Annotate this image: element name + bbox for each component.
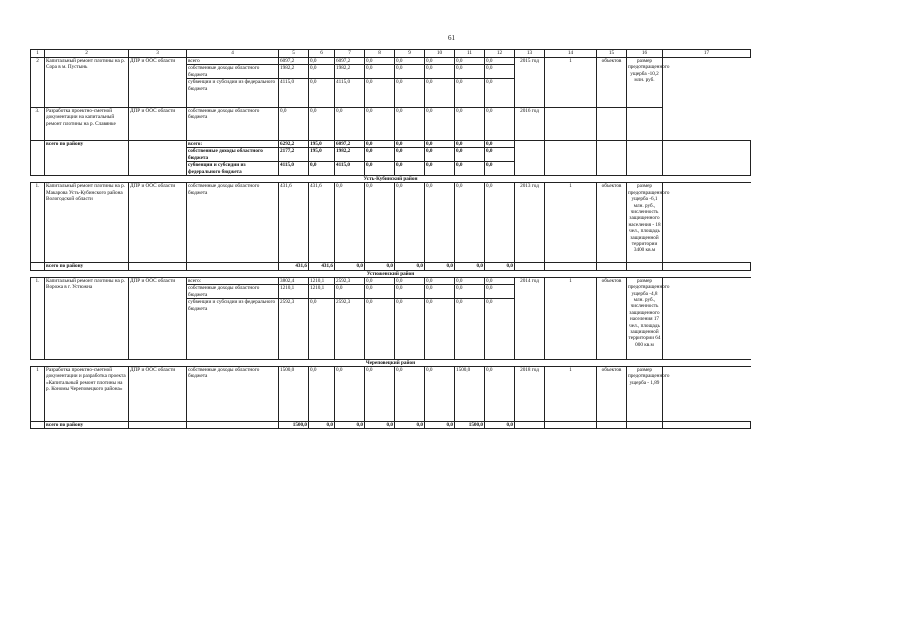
amount-cell bbox=[309, 183, 335, 263]
empty-cell bbox=[597, 421, 627, 428]
total-amount-part: 2177,2 bbox=[279, 148, 308, 162]
amount-cell bbox=[425, 183, 455, 263]
amount-cell-part: 6097,2 bbox=[279, 58, 308, 65]
total-amount-part: 4115,0 bbox=[336, 162, 350, 169]
amount-cell bbox=[309, 366, 335, 421]
amount-cell-part: 1500,0 bbox=[280, 366, 295, 373]
total-amount-part: 0,0 bbox=[425, 148, 454, 162]
amount-cell-part: 0,0 bbox=[310, 299, 317, 306]
amount-cell-part: 0,0 bbox=[366, 79, 373, 86]
funding-source bbox=[187, 58, 279, 108]
total-amount: 0,0 bbox=[455, 263, 485, 270]
amount-cell bbox=[365, 366, 395, 421]
header-cell: 1 bbox=[31, 50, 45, 58]
district-title: Устюженский район bbox=[31, 270, 751, 277]
amount-cell-part: 2592,3 bbox=[280, 299, 295, 306]
amount-cell-part: 0,0 bbox=[366, 299, 373, 306]
amount-cell bbox=[309, 58, 335, 108]
header-cell: 5 bbox=[279, 50, 309, 58]
amount-cell bbox=[365, 277, 395, 359]
total-amount-part: 0,0 bbox=[396, 162, 403, 169]
amount-cell bbox=[425, 366, 455, 421]
row-number: 1. bbox=[31, 183, 45, 263]
empty-cell bbox=[129, 263, 187, 270]
amount-cell-part: 0,0 bbox=[425, 278, 454, 285]
amount-cell bbox=[395, 277, 425, 359]
total-amount-part: 0,0 bbox=[395, 148, 424, 162]
district-title-row bbox=[31, 359, 751, 366]
amount-cell-part: 4115,0 bbox=[280, 79, 295, 86]
total-amount-part: 0,0 bbox=[365, 148, 394, 162]
amount-cell-part: 3802,4 bbox=[279, 278, 308, 285]
amount-cell-part: 0,0 bbox=[395, 278, 424, 285]
empty-cell bbox=[627, 421, 663, 428]
total-label: всего по району bbox=[45, 263, 129, 270]
total-amount bbox=[425, 141, 455, 176]
amount-cell-part: 2592,3 bbox=[335, 278, 364, 285]
header-cell: 4 bbox=[187, 50, 279, 58]
total-amount-part: 0,0 bbox=[365, 141, 394, 148]
amount-cell-part: 0,0 bbox=[365, 65, 394, 79]
empty-cell bbox=[663, 263, 751, 270]
amount-cell-part: 0,0 bbox=[426, 366, 433, 373]
header-cell: 8 bbox=[365, 50, 395, 58]
total-amount bbox=[365, 141, 395, 176]
amount-cell-part: 0,0 bbox=[486, 79, 493, 86]
executor: ДПР и ООС области bbox=[129, 108, 187, 141]
total-amount: 0,0 bbox=[485, 421, 515, 428]
amount-cell bbox=[455, 366, 485, 421]
amount-cell-part: 6097,2 bbox=[335, 58, 364, 65]
amount-cell bbox=[485, 58, 515, 108]
total-amount: 0,0 bbox=[395, 263, 425, 270]
empty-cell bbox=[627, 263, 663, 270]
header-cell: 16 bbox=[627, 50, 663, 58]
amount-cell-part: 431,6 bbox=[280, 183, 292, 190]
amount-cell-part: 0,0 bbox=[485, 285, 514, 299]
funding-source bbox=[187, 141, 279, 176]
amount-cell-part: 2592,3 bbox=[336, 299, 351, 306]
amount-cell bbox=[395, 183, 425, 263]
funding-source bbox=[187, 277, 279, 359]
funding-source-part: всего: bbox=[187, 278, 278, 285]
amount-cell-part: 0,0 bbox=[486, 366, 493, 373]
funding-source bbox=[187, 183, 279, 263]
total-amount bbox=[455, 141, 485, 176]
amount-cell-part: 0,0 bbox=[426, 79, 433, 86]
amount-cell-part: 0,0 bbox=[310, 108, 317, 114]
project-name: Капитальный ремонт плотины на р. Макарова Усть-Кубинского района Вологодской области bbox=[45, 183, 129, 263]
funding-source bbox=[187, 108, 279, 141]
funding-source-part: субвенции и субсидии из федерального бюджета bbox=[188, 79, 276, 92]
quantity: 1 bbox=[545, 58, 597, 108]
funding-source-part: собственные доходы областного бюджета bbox=[187, 285, 278, 299]
result: размер предотвращенного ущерба -10,2 млн. руб. bbox=[627, 58, 663, 108]
amount-cell bbox=[309, 108, 335, 141]
amount-cell-part: 1210,1 bbox=[279, 285, 308, 299]
budget-table bbox=[30, 49, 751, 429]
amount-cell-part: 0,0 bbox=[456, 108, 463, 114]
total-amount bbox=[335, 141, 365, 176]
empty-cell bbox=[597, 263, 627, 270]
executor: ДПР и ООС области bbox=[129, 366, 187, 421]
executor: ДПР и ООС области bbox=[129, 183, 187, 263]
project-name: Капитальный ремонт плотины на р. Ворожа в г. Устюжна bbox=[45, 277, 129, 359]
amount-cell-part: 1500,0 bbox=[456, 366, 471, 373]
project-name: Капитальный ремонт плотины на р. Сора в м. Пустынь bbox=[45, 58, 129, 108]
amount-cell-part: 0,0 bbox=[310, 366, 317, 373]
unit: объектов bbox=[597, 366, 627, 421]
quantity: 1 bbox=[545, 277, 597, 359]
year: 2018 год bbox=[515, 366, 545, 421]
total-label: всего по району bbox=[45, 141, 129, 176]
amount-cell-part: 0,0 bbox=[395, 65, 424, 79]
district-title-row bbox=[31, 176, 751, 183]
amount-cell-part: 0,0 bbox=[426, 108, 433, 114]
total-amount-part: 1982,2 bbox=[335, 148, 364, 162]
unit: объектов bbox=[597, 183, 627, 263]
total-amount-part: 4115,0 bbox=[280, 162, 294, 169]
row-number: 1. bbox=[31, 277, 45, 359]
amount-cell bbox=[335, 366, 365, 421]
total-amount-part: 0,0 bbox=[485, 148, 514, 162]
empty-cell bbox=[663, 421, 751, 428]
amount-cell bbox=[395, 366, 425, 421]
district-total-row bbox=[31, 421, 751, 428]
amount-cell-part: 0,0 bbox=[396, 299, 403, 306]
total-amount: 0,0 bbox=[335, 421, 365, 428]
quantity: 1 bbox=[545, 366, 597, 421]
amount-cell-part: 0,0 bbox=[365, 285, 394, 299]
amount-cell-part: 0,0 bbox=[426, 299, 433, 306]
amount-cell bbox=[335, 183, 365, 263]
total-amount-part: 0,0 bbox=[455, 148, 484, 162]
header-cell: 17 bbox=[663, 50, 751, 58]
amount-cell bbox=[279, 277, 309, 359]
amount-cell bbox=[455, 183, 485, 263]
total-amount: 1500,0 bbox=[279, 421, 309, 428]
amount-cell-part: 0,0 bbox=[425, 285, 454, 299]
funding-source-part: собственные доходы областного бюджета bbox=[188, 108, 260, 121]
amount-cell bbox=[335, 108, 365, 141]
amount-cell-part: 0,0 bbox=[456, 299, 463, 306]
amount-cell-part: 1982,2 bbox=[279, 65, 308, 79]
amount-cell-part: 1210,1 bbox=[309, 285, 334, 299]
total-amount bbox=[309, 141, 335, 176]
total-amount-part: 0,0 bbox=[485, 141, 514, 148]
amount-cell bbox=[485, 183, 515, 263]
amount-cell-part: 0,0 bbox=[485, 278, 514, 285]
district-total-row bbox=[31, 263, 751, 270]
funding-source-part: собственные доходы областного бюджета bbox=[188, 183, 260, 196]
amount-cell bbox=[425, 58, 455, 108]
budget-table-container bbox=[30, 49, 736, 429]
amount-cell-part: 4115,0 bbox=[336, 79, 351, 86]
empty-cell bbox=[129, 141, 187, 176]
amount-cell-part: 0,0 bbox=[486, 183, 493, 190]
header-cell: 12 bbox=[485, 50, 515, 58]
amount-cell-part: 0,0 bbox=[395, 285, 424, 299]
amount-cell-part: 0,0 bbox=[396, 108, 403, 114]
row-number: 1 bbox=[31, 366, 45, 421]
amount-cell-part: 0,0 bbox=[365, 278, 394, 285]
amount-cell bbox=[455, 58, 485, 108]
total-amount: 0,0 bbox=[335, 263, 365, 270]
amount-cell bbox=[485, 366, 515, 421]
amount-cell bbox=[279, 108, 309, 141]
quantity bbox=[545, 108, 597, 141]
project-row bbox=[31, 277, 751, 359]
year: 2016 год bbox=[515, 108, 545, 141]
total-amount: 0,0 bbox=[365, 421, 395, 428]
funding-source-part: субвенции и субсидии из федерального бюджета bbox=[188, 162, 246, 175]
amount-cell-part: 0,0 bbox=[396, 366, 403, 373]
amount-cell-part: 1210,1 bbox=[309, 278, 334, 285]
empty-cell bbox=[187, 421, 279, 428]
amount-cell-part: 0,0 bbox=[486, 108, 493, 114]
total-amount-part: 0,0 bbox=[486, 162, 493, 169]
amount-cell-part: 0,0 bbox=[365, 58, 394, 65]
empty-cell bbox=[31, 263, 45, 270]
total-amount-part: 0,0 bbox=[395, 141, 424, 148]
project-row bbox=[31, 58, 751, 108]
amount-cell bbox=[335, 277, 365, 359]
year: 2014 год bbox=[515, 277, 545, 359]
project-name: Разработка проектно-сметной документации и разработка проекта «Капитальный ремонт плотины на р. Кономы Череповецкого района» bbox=[45, 366, 129, 421]
empty-cell bbox=[129, 421, 187, 428]
empty-cell bbox=[515, 263, 545, 270]
amount-cell bbox=[485, 108, 515, 141]
total-amount-part: 0,0 bbox=[426, 162, 433, 169]
funding-source-part: собственные доходы областного бюджета bbox=[187, 65, 278, 79]
amount-cell-part: 0,0 bbox=[335, 285, 364, 299]
project-row bbox=[31, 183, 751, 263]
amount-cell-part: 0,0 bbox=[485, 65, 514, 79]
total-amount bbox=[395, 141, 425, 176]
total-amount: 0,0 bbox=[425, 421, 455, 428]
header-cell: 14 bbox=[545, 50, 597, 58]
header-row bbox=[31, 50, 751, 58]
amount-cell-part: 0,0 bbox=[456, 79, 463, 86]
amount-cell-part: 0,0 bbox=[455, 58, 484, 65]
amount-cell bbox=[425, 277, 455, 359]
empty-cell bbox=[515, 421, 545, 428]
total-amount-part: 0,0 bbox=[456, 162, 463, 169]
row-number: 2 bbox=[31, 58, 45, 108]
total-amount-part: 6097,2 bbox=[335, 141, 364, 148]
empty-cell bbox=[545, 421, 597, 428]
district-title: Череповецкий район bbox=[31, 359, 751, 366]
total-amount: 0,0 bbox=[365, 263, 395, 270]
total-amount bbox=[485, 141, 515, 176]
header-cell: 11 bbox=[455, 50, 485, 58]
amount-cell bbox=[365, 58, 395, 108]
executor: ДПР и ООС области bbox=[129, 58, 187, 108]
amount-cell-part: 0,0 bbox=[336, 366, 343, 373]
unit: объектов bbox=[597, 277, 627, 359]
total-amount-part: 0,0 bbox=[455, 141, 484, 148]
amount-cell bbox=[335, 58, 365, 108]
total-amount: 1500,0 bbox=[455, 421, 485, 428]
header-cell: 3 bbox=[129, 50, 187, 58]
empty-cell bbox=[187, 263, 279, 270]
executor: ДПР и ООС области bbox=[129, 277, 187, 359]
quantity: 1 bbox=[545, 183, 597, 263]
total-amount-part: 0,0 bbox=[366, 162, 373, 169]
funding-source bbox=[187, 366, 279, 421]
funding-source-part: собственные доходы областного бюджета bbox=[187, 148, 278, 162]
year: 2013 год bbox=[515, 183, 545, 263]
funding-source-part: всего: bbox=[187, 141, 278, 148]
amount-cell-part: 0,0 bbox=[486, 299, 493, 306]
amount-cell-part: 0,0 bbox=[396, 183, 403, 190]
total-label: всего по району bbox=[45, 421, 129, 428]
amount-cell-part: 0,0 bbox=[336, 108, 343, 114]
amount-cell bbox=[455, 277, 485, 359]
amount-cell-part: 0,0 bbox=[309, 58, 334, 65]
result: размер предотвращенного ущерба -4,8 млн. руб., численность защищенного населения 17 чел., площадь защищенной территории 64 000 кв.м bbox=[627, 277, 663, 359]
funding-source-part: субвенции и субсидии из федерального бюджета bbox=[188, 299, 276, 312]
amount-cell-part: 0,0 bbox=[309, 65, 334, 79]
empty-cell bbox=[31, 421, 45, 428]
amount-cell-part: 0,0 bbox=[425, 58, 454, 65]
total-amount: 0,0 bbox=[395, 421, 425, 428]
project-name: Разработка проектно-сметной документации на капитальный ремонт плотины на р. Славянке bbox=[45, 108, 129, 141]
amount-cell-part: 0,0 bbox=[395, 58, 424, 65]
district-title-row bbox=[31, 270, 751, 277]
empty-cell bbox=[31, 141, 45, 176]
amount-cell bbox=[395, 108, 425, 141]
result: размер предотвращенного ущерба - 1,89 bbox=[627, 366, 663, 421]
amount-cell-part: 0,0 bbox=[280, 108, 287, 114]
amount-cell-part: 431,6 bbox=[310, 183, 322, 190]
amount-cell-part: 1982,2 bbox=[335, 65, 364, 79]
header-cell: 9 bbox=[395, 50, 425, 58]
district-total-row bbox=[31, 141, 751, 176]
project-row bbox=[31, 108, 751, 141]
total-amount bbox=[279, 141, 309, 176]
header-cell: 2 bbox=[45, 50, 129, 58]
amount-cell bbox=[365, 108, 395, 141]
amount-cell-part: 0,0 bbox=[455, 278, 484, 285]
amount-cell-part: 0,0 bbox=[366, 108, 373, 114]
amount-cell bbox=[485, 277, 515, 359]
header-cell: 15 bbox=[597, 50, 627, 58]
empty-cell bbox=[515, 141, 545, 176]
unit: объектов bbox=[597, 58, 627, 108]
row-number: 3. bbox=[31, 108, 45, 141]
total-amount: 431,6 bbox=[309, 263, 335, 270]
empty-cell bbox=[597, 141, 627, 176]
amount-cell bbox=[455, 108, 485, 141]
total-amount: 0,0 bbox=[485, 263, 515, 270]
amount-cell bbox=[425, 108, 455, 141]
district-title: Усть-Кубинский район bbox=[31, 176, 751, 183]
amount-cell-part: 0,0 bbox=[455, 285, 484, 299]
year: 2015 год bbox=[515, 58, 545, 108]
total-amount: 431,6 bbox=[279, 263, 309, 270]
amount-cell bbox=[309, 277, 335, 359]
amount-cell-part: 0,0 bbox=[396, 79, 403, 86]
amount-cell bbox=[279, 366, 309, 421]
total-amount-part: 0,0 bbox=[310, 162, 317, 169]
empty-cell bbox=[545, 263, 597, 270]
header-cell: 13 bbox=[515, 50, 545, 58]
project-row bbox=[31, 366, 751, 421]
total-amount-part: 0,0 bbox=[425, 141, 454, 148]
funding-source-part: всего bbox=[187, 58, 278, 65]
result bbox=[627, 108, 663, 141]
amount-cell-part: 0,0 bbox=[366, 183, 373, 190]
amount-cell bbox=[279, 183, 309, 263]
amount-cell-part: 0,0 bbox=[366, 366, 373, 373]
header-cell: 7 bbox=[335, 50, 365, 58]
empty-cell bbox=[545, 141, 597, 176]
funding-source-part: собственные доходы областного бюджета bbox=[188, 366, 260, 380]
amount-cell-part: 0,0 bbox=[426, 183, 433, 190]
total-amount: 0,0 bbox=[309, 421, 335, 428]
amount-cell-part: 0,0 bbox=[425, 65, 454, 79]
header-cell: 6 bbox=[309, 50, 335, 58]
amount-cell-part: 0,0 bbox=[336, 183, 343, 190]
amount-cell-part: 0,0 bbox=[456, 183, 463, 190]
total-amount-part: 6292,2 bbox=[279, 141, 308, 148]
header-cell: 10 bbox=[425, 50, 455, 58]
amount-cell-part: 0,0 bbox=[455, 65, 484, 79]
amount-cell bbox=[365, 183, 395, 263]
unit bbox=[597, 108, 627, 141]
page-number: 61 bbox=[448, 34, 455, 42]
amount-cell-part: 0,0 bbox=[310, 79, 317, 86]
result: размер предотвращенного ущерба -6,1 млн. руб., численность защищенного населения - 18 чел., площадь защищенной территории 3400 кв.м bbox=[627, 183, 663, 263]
total-amount-part: 195,0 bbox=[309, 141, 334, 148]
amount-cell-part: 0,0 bbox=[485, 58, 514, 65]
amount-cell bbox=[279, 58, 309, 108]
total-amount: 0,0 bbox=[425, 263, 455, 270]
empty-cell bbox=[627, 141, 663, 176]
amount-cell bbox=[395, 58, 425, 108]
empty-cell bbox=[663, 141, 751, 176]
total-amount-part: 195,0 bbox=[309, 148, 334, 162]
